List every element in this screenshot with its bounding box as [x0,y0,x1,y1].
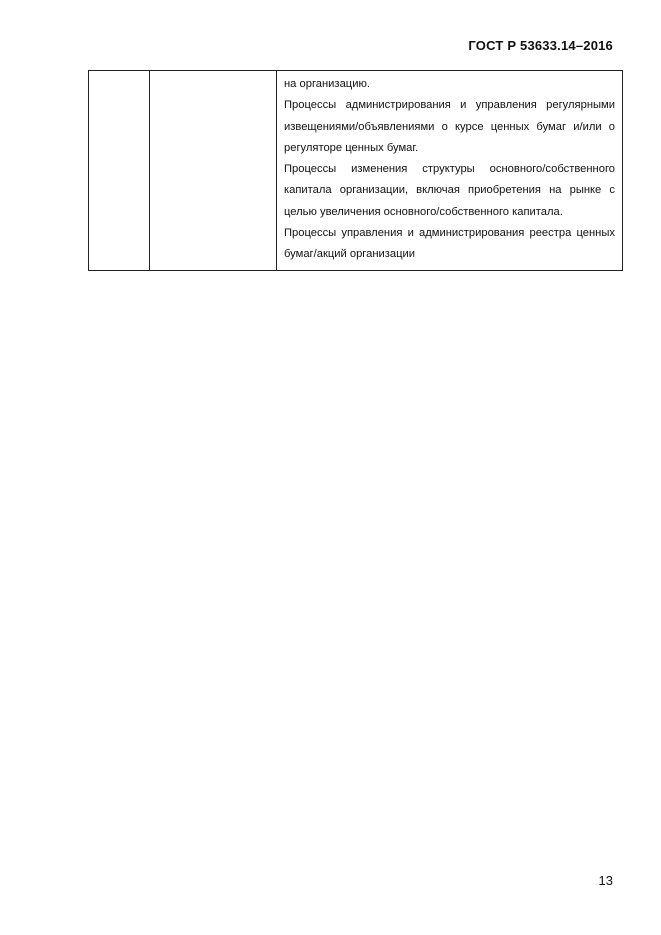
table-cell-3 [277,71,623,271]
cell-2-text [150,71,276,78]
cell-1-text [89,71,149,78]
standard-code: ГОСТ Р 53633.14–2016 [468,38,613,53]
document-header [468,38,613,53]
table-cell-2 [150,71,277,271]
table-row [89,71,623,271]
paragraph-securities-registry: Процессы управления и администрирования реестра ценных бумаг/акций организации [284,227,615,261]
paragraph-continuation: на организацию. [284,78,370,90]
page-number: 13 [598,873,613,888]
table-cell-1 [89,71,150,271]
content-table [88,70,623,271]
paragraph-regular-notices: Процессы администрирования и управления регулярными извещениями/объявлениями о курсе ценных бумаг и/или о регуляторе ценных бумаг. [284,99,615,154]
cell-3-text [277,71,622,270]
paragraph-capital-structure: Процессы изменения структуры основного/собственного капитала организации, включая приобретения на рынке с целью увеличения основного/собственного капитала. [284,163,615,218]
